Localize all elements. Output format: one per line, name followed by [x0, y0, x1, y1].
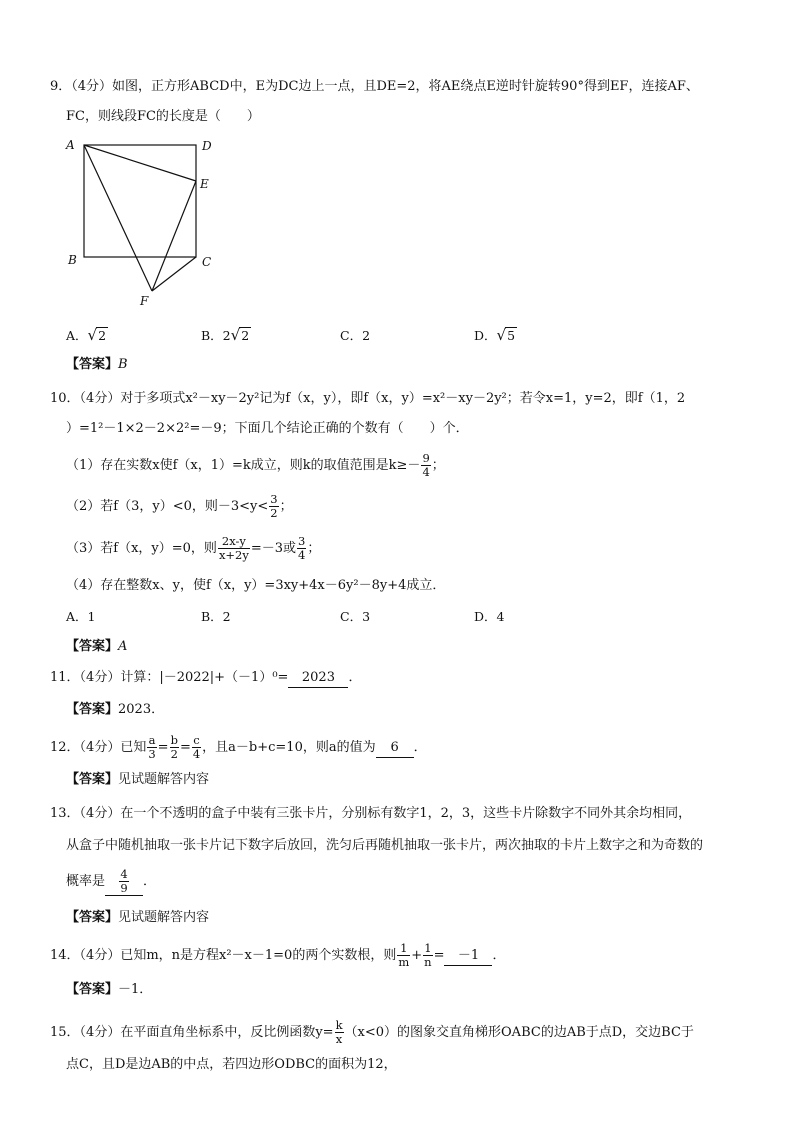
q9-option-c: C．2 [340, 328, 371, 343]
q15-stem-line1: 15．（4分）在平面直角坐标系中，反比例函数y= $\frac{k}{x}$ （x<0）的图象交直角梯形OABC的边AB于点D，交边BC于 [50, 1018, 694, 1046]
q12-blank: 6 [376, 739, 414, 758]
square-abcd [84, 145, 196, 257]
q13-answer: 【答案】见试题解答内容 [66, 910, 210, 925]
q10-statement-3: （3）若f（x，y）=0，则 $\frac{2x-y}{x+2y}$ =－3或 $\frac{3}{4}$ ； [66, 534, 321, 562]
q14-stem: 14．（4分）已知m，n是方程x²－x－1=0的两个实数根，则 $\frac{1}{m}$ + $\frac{1}{n}$ = －1 ． [50, 941, 506, 969]
q13-stem-line2: 从盒子中随机抽取一张卡片记下数字后放回，洗匀后再随机抽取一张卡片，两次抽取的卡片上数字之和为奇数的 [66, 838, 704, 853]
label-a: A [66, 138, 75, 152]
segment-fc [152, 257, 196, 291]
q10-option-d: D．4 [474, 609, 505, 624]
label-d: D [202, 139, 212, 153]
q13-stem-line1: 13．（4分）在一个不透明的盒子中装有三张卡片，分别标有数字1，2，3，这些卡片除数字不同外其余均相同， [50, 806, 692, 821]
q11-blank: 2023 [288, 669, 348, 688]
q9-option-a: A．√2 [66, 326, 107, 344]
q9-stem-line2: FC，则线段FC的长度是（ ） [66, 109, 260, 124]
q15-stem-line2: 点C，且D是边AB的中点，若四边形ODBC的面积为12， [66, 1057, 397, 1072]
q9-option-d: D．√5 [474, 326, 516, 344]
q10-stem-line1: 10．（4分）对于多项式x²－xy－2y²记为f（x，y），即f（x，y）=x²－xy－2y²；若令x=1，y=2，即f（1，2 [50, 391, 686, 406]
segment-af [84, 145, 152, 291]
q11-answer: 【答案】2023． [66, 702, 165, 717]
q11-stem: 11．（4分）计算：|－2022|+（－1）⁰= 2023 ． [50, 669, 361, 688]
q9-option-b: B．2√2 [201, 326, 250, 344]
q10-option-c: C．3 [340, 609, 371, 624]
q9-stem-line1: 9．（4分）如图，正方形ABCD中，E为DC边上一点，且DE=2，将AE绕点E逆时针旋转90°得到EF，连接AF、 [50, 79, 699, 94]
label-c: C [202, 255, 212, 269]
label-f: F [140, 294, 149, 308]
q10-statement-1: （1）存在实数x使f（x，1）=k成立，则k的取值范围是k≥－ $\frac{9}{4}$ ； [66, 451, 445, 479]
q9-answer: 【答案】B [66, 357, 128, 372]
q14-answer: 【答案】－1． [66, 982, 153, 997]
q14-blank: －1 [444, 947, 492, 966]
q10-answer: 【答案】A [66, 639, 128, 654]
segment-ae [84, 145, 196, 181]
q10-option-a: A．1 [66, 609, 96, 624]
label-e: E [200, 177, 209, 191]
q10-statement-2: （2）若f（3，y）<0，则－3<y< $\frac{3}{2}$ ； [66, 492, 293, 520]
q10-stem-line2: ）=1²－1×2－2×2²=－9；下面几个结论正确的个数有（ ）个． [66, 421, 469, 436]
label-b: B [68, 253, 77, 267]
segment-ef [152, 181, 196, 291]
q10-option-b: B．2 [201, 609, 231, 624]
q10-statement-4: （4）存在整数x、y，使f（x，y）=3xy+4x－6y²－8y+4成立． [66, 578, 446, 593]
q12-answer: 【答案】见试题解答内容 [66, 772, 210, 787]
q12-stem: 12．（4分）已知 $\frac{a}{3}$ = $\frac{b}{2}$ = $\frac{c}{4}$ ，且a－b+c=10，则a的值为 6 ． [50, 733, 427, 761]
q13-stem-line3: 概率是 $\frac{4}{9}$ ． [66, 867, 157, 895]
